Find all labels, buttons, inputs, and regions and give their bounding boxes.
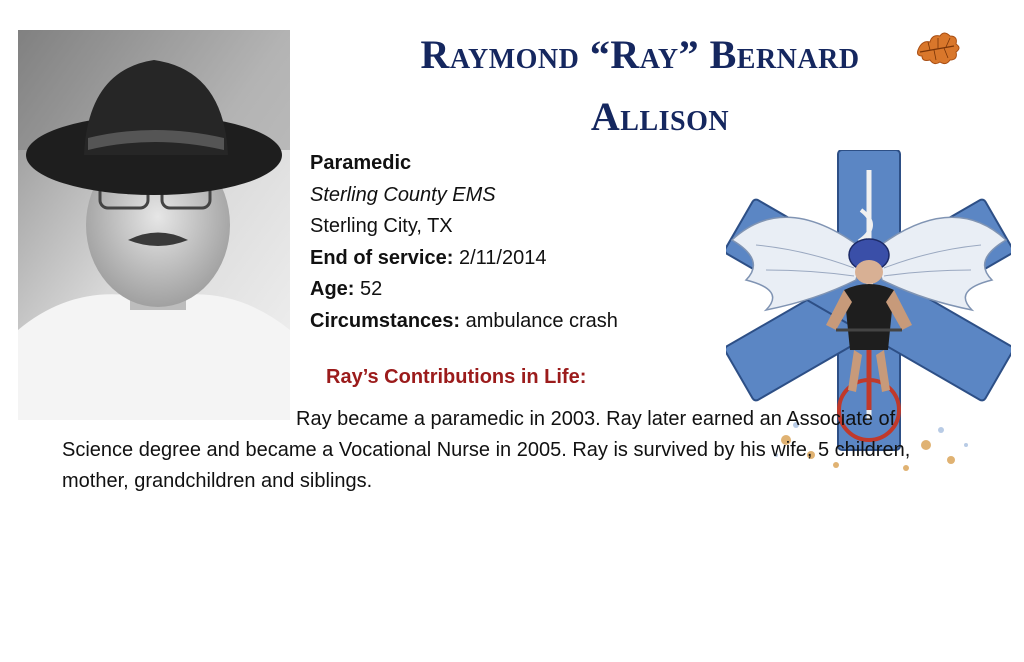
agency-text: Sterling County EMS [310, 183, 496, 206]
memorial-title [300, 24, 1020, 148]
location-text: Sterling City, TX [310, 215, 453, 237]
autumn-leaf-icon [914, 30, 962, 68]
contributions-text: Ray became a paramedic in 2003. Ray later earned an Associate of Science degree and became a Vocational Nurse in 2005. Ray is survived by his wife, 5 children, mother, grandchildren and siblings. [62, 408, 911, 492]
circumstances-label: Circumstances: [310, 309, 461, 332]
title-line-1: Raymond “Ray” Bernard [420, 32, 860, 77]
end-of-service-value: 2/11/2014 [458, 246, 547, 269]
contributions-heading: Ray’s Contributions in Life: [326, 366, 587, 388]
circumstances-value: ambulance crash [465, 309, 618, 332]
end-of-service-row [310, 243, 618, 275]
age-row [310, 274, 618, 306]
end-of-service-label: End of service: [310, 246, 454, 269]
age-label: Age: [310, 278, 355, 300]
role-text: Paramedic [310, 152, 412, 174]
portrait-photo [18, 30, 290, 420]
title-line-2: Allison [590, 94, 730, 139]
circumstances-row [310, 306, 618, 338]
age-value: 52 [360, 278, 383, 300]
officer-info [310, 148, 618, 337]
